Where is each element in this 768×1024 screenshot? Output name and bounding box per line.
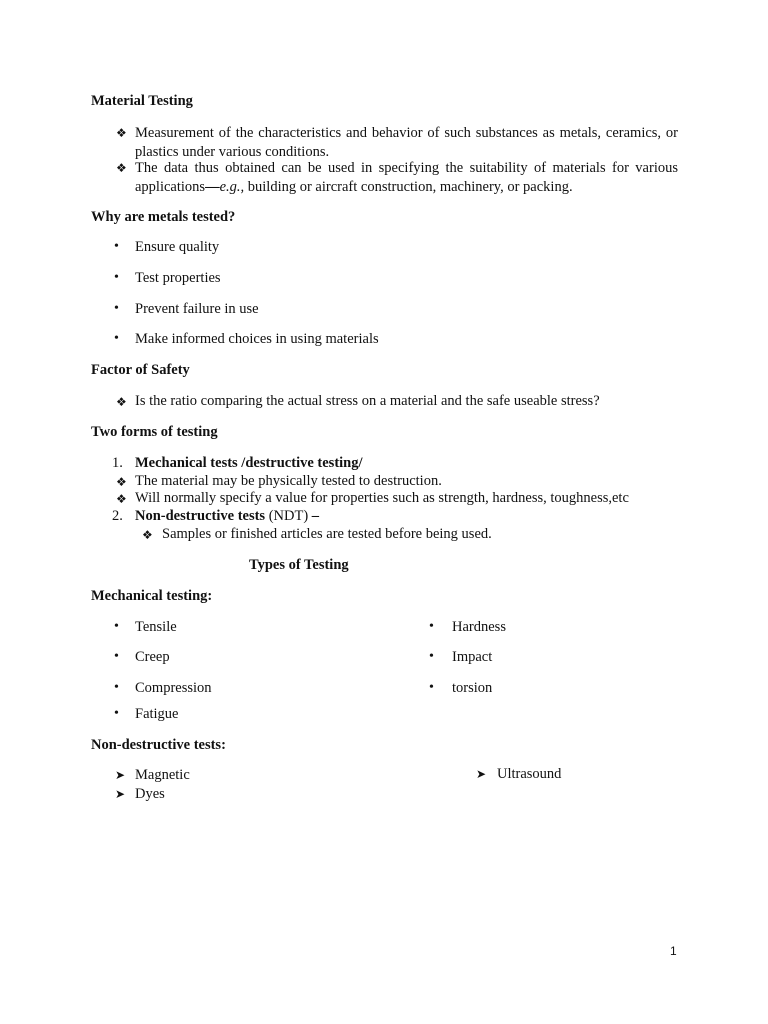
heading-material-testing: Material Testing [91,93,193,109]
mechanical-tests-point: Will normally specify a value for properties such as strength, hardness, toughness,etc [135,490,629,506]
bullet-icon: • [114,619,119,634]
bullet-icon: • [114,680,119,695]
why-tested-item: Test properties [135,270,221,286]
arrow-bullet-icon: ➤ [115,787,126,801]
bullet-icon: • [114,706,119,721]
list-number: 2. [112,508,123,524]
heading-two-forms: Two forms of testing [91,424,218,440]
why-tested-item: Make informed choices in using materials [135,331,379,347]
arrow-bullet-icon: ➤ [476,767,487,781]
ndt-label: Non-destructive tests (NDT) – [135,508,320,524]
bullet-icon: • [429,619,434,634]
ndt-sub-point: Samples or finished articles are tested before being used. [162,526,492,542]
diamond-bullet-icon: ❖ [116,395,127,409]
factor-of-safety-point: Is the ratio comparing the actual stress on a material and the safe useable stress? [135,393,600,409]
bullet-icon: • [429,649,434,664]
mechanical-test-item: Compression [135,680,212,696]
diamond-bullet-icon: ❖ [116,161,127,175]
mechanical-test-item: Tensile [135,619,177,635]
diamond-bullet-icon: ❖ [142,528,153,542]
mechanical-test-item: Fatigue [135,706,179,722]
diamond-bullet-icon: ❖ [116,475,127,489]
material-testing-point-1: Measurement of the characteristics and behavior of such substances as metals, ceramics, or plastics under various conditions. [135,125,678,160]
diamond-bullet-icon: ❖ [116,126,127,140]
bullet-icon: • [114,649,119,664]
mechanical-tests-point: The material may be physically tested to destruction. [135,473,442,489]
why-tested-item: Ensure quality [135,239,220,255]
mechanical-test-item: Impact [452,649,493,665]
ndt-item: Dyes [135,786,165,802]
mechanical-test-item: Creep [135,649,170,665]
heading-types-of-testing: Types of Testing [249,557,349,573]
diamond-bullet-icon: ❖ [116,492,127,506]
bullet-icon: • [114,301,119,316]
heading-factor-of-safety: Factor of Safety [91,362,190,378]
material-testing-point-2: The data thus obtained can be used in specifying the suitability of materials for various applications—e.g., building or aircraft construction, machinery, or packing. [135,160,678,195]
mechanical-test-item: Hardness [452,619,506,635]
why-tested-item: Prevent failure in use [135,301,259,317]
list-number: 1. [112,455,123,471]
arrow-bullet-icon: ➤ [115,768,126,782]
bullet-icon: • [114,331,119,346]
mechanical-tests-label: Mechanical tests /destructive testing/ [135,455,363,471]
bullet-icon: • [429,680,434,695]
heading-non-destructive-tests: Non-destructive tests: [91,737,226,753]
bullet-icon: • [114,239,119,254]
bullet-icon: • [114,270,119,285]
heading-why-tested: Why are metals tested? [91,209,236,225]
heading-mechanical-testing: Mechanical testing: [91,588,213,604]
ndt-item: Magnetic [135,767,190,783]
ndt-item: Ultrasound [497,766,562,782]
mechanical-test-item: torsion [452,680,493,696]
page-number: 1 [670,944,677,958]
